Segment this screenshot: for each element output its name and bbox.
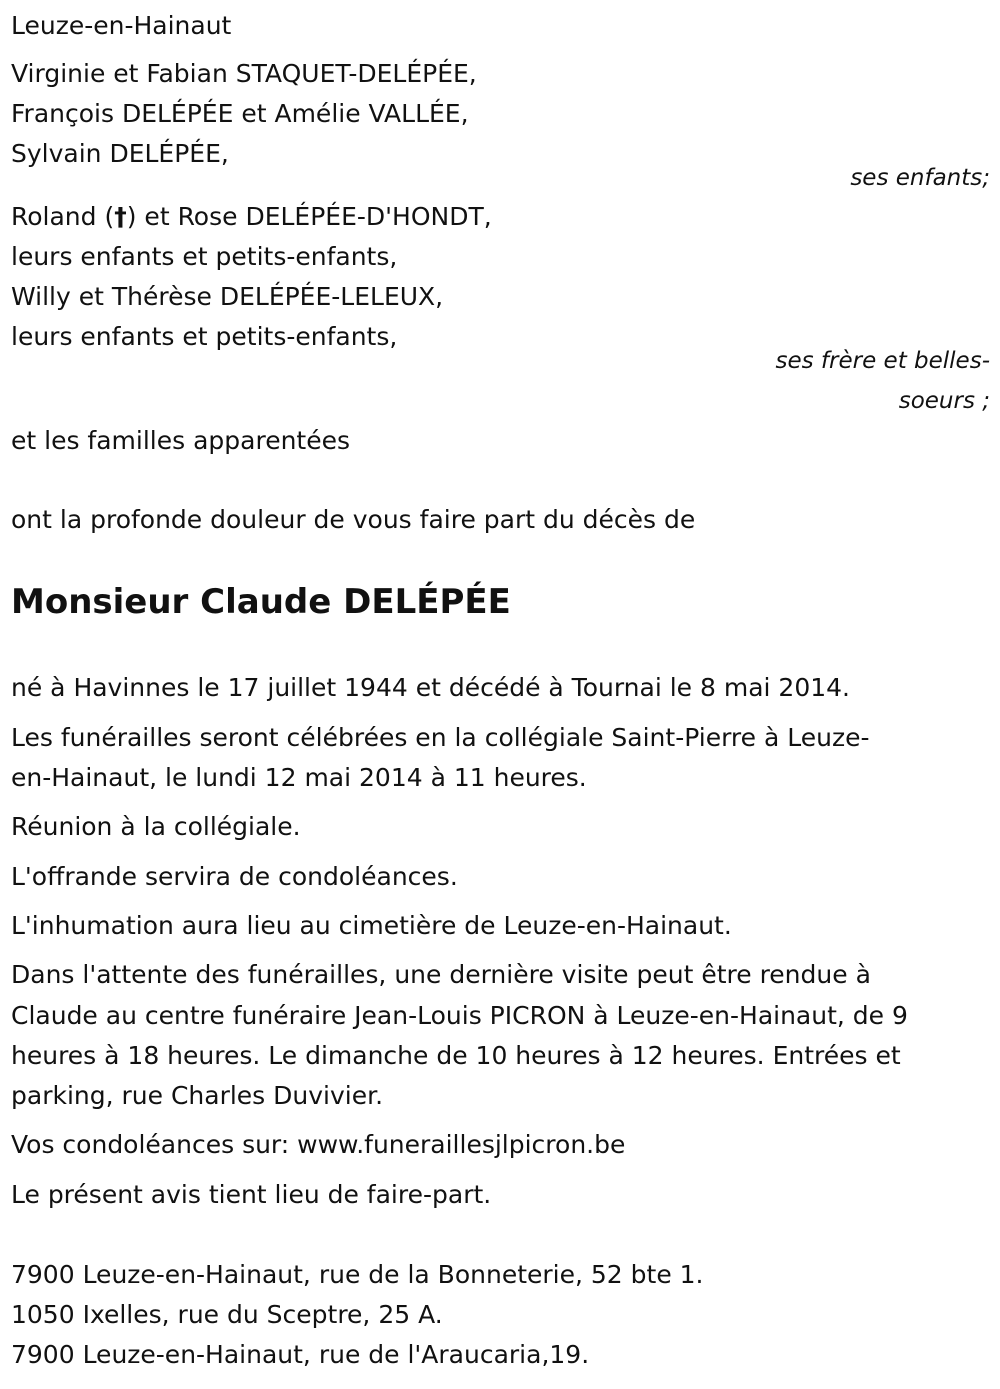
families-line: et les familles apparentées [11, 426, 351, 455]
notice-statement: Le présent avis tient lieu de faire-part. [11, 1180, 492, 1209]
offering-line: L'offrande servira de condoléances. [11, 862, 458, 891]
burial-line: L'inhumation aura lieu au cimetière de Leuze-en-Hainaut. [11, 911, 732, 940]
child-line-2: François DELÉPÉE et Amélie VALLÉE, [11, 99, 469, 128]
cross-icon: † [114, 202, 127, 231]
meeting-line: Réunion à la collégiale. [11, 812, 301, 841]
address-line-2: 1050 Ixelles, rue du Sceptre, 25 A. [11, 1300, 443, 1329]
city-heading: Leuze-en-Hainaut [11, 11, 232, 40]
sibling-line-1-before: Roland ( [11, 202, 115, 231]
sibling-line-3: Willy et Thérèse DELÉPÉE-LELEUX, [11, 282, 444, 311]
visit-line-4: parking, rue Charles Duvivier. [11, 1081, 384, 1110]
address-line-1: 7900 Leuze-en-Hainaut, rue de la Bonneterie, 52 bte 1. [11, 1260, 704, 1289]
siblings-role-line-1: ses frère et belles- [775, 348, 990, 374]
visit-line-1: Dans l'attente des funérailles, une dernière visite peut être rendue à [11, 960, 871, 989]
deceased-name: Monsieur Claude DELÉPÉE [11, 582, 511, 622]
sibling-line-1 [11, 197, 492, 237]
address-line-3: 7900 Leuze-en-Hainaut, rue de l'Araucaria,19. [11, 1340, 590, 1369]
visit-line-2: Claude au centre funéraire Jean-Louis PICRON à Leuze-en-Hainaut, de 9 [11, 1001, 908, 1030]
visit-line-3: heures à 18 heures. Le dimanche de 10 heures à 12 heures. Entrées et [11, 1041, 901, 1070]
child-line-1: Virginie et Fabian STAQUET-DELÉPÉE, [11, 59, 477, 88]
condolences-line: Vos condoléances sur: www.funeraillesjlpicron.be [11, 1130, 626, 1159]
birth-death-line: né à Havinnes le 17 juillet 1944 et décédé à Tournai le 8 mai 2014. [11, 673, 850, 702]
funeral-line-1: Les funérailles seront célébrées en la collégiale Saint-Pierre à Leuze- [11, 723, 870, 752]
sibling-line-4: leurs enfants et petits-enfants, [11, 322, 398, 351]
child-line-3: Sylvain DELÉPÉE, [11, 139, 229, 168]
funeral-line-2: en-Hainaut, le lundi 12 mai 2014 à 11 heures. [11, 763, 587, 792]
announcement-line: ont la profonde douleur de vous faire part du décès de [11, 505, 696, 534]
sibling-line-2: leurs enfants et petits-enfants, [11, 242, 398, 271]
children-role: ses enfants; [850, 165, 990, 191]
siblings-role-line-2: soeurs ; [898, 388, 990, 414]
sibling-line-1-after: ) et Rose DELÉPÉE-D'HONDT, [126, 202, 492, 231]
